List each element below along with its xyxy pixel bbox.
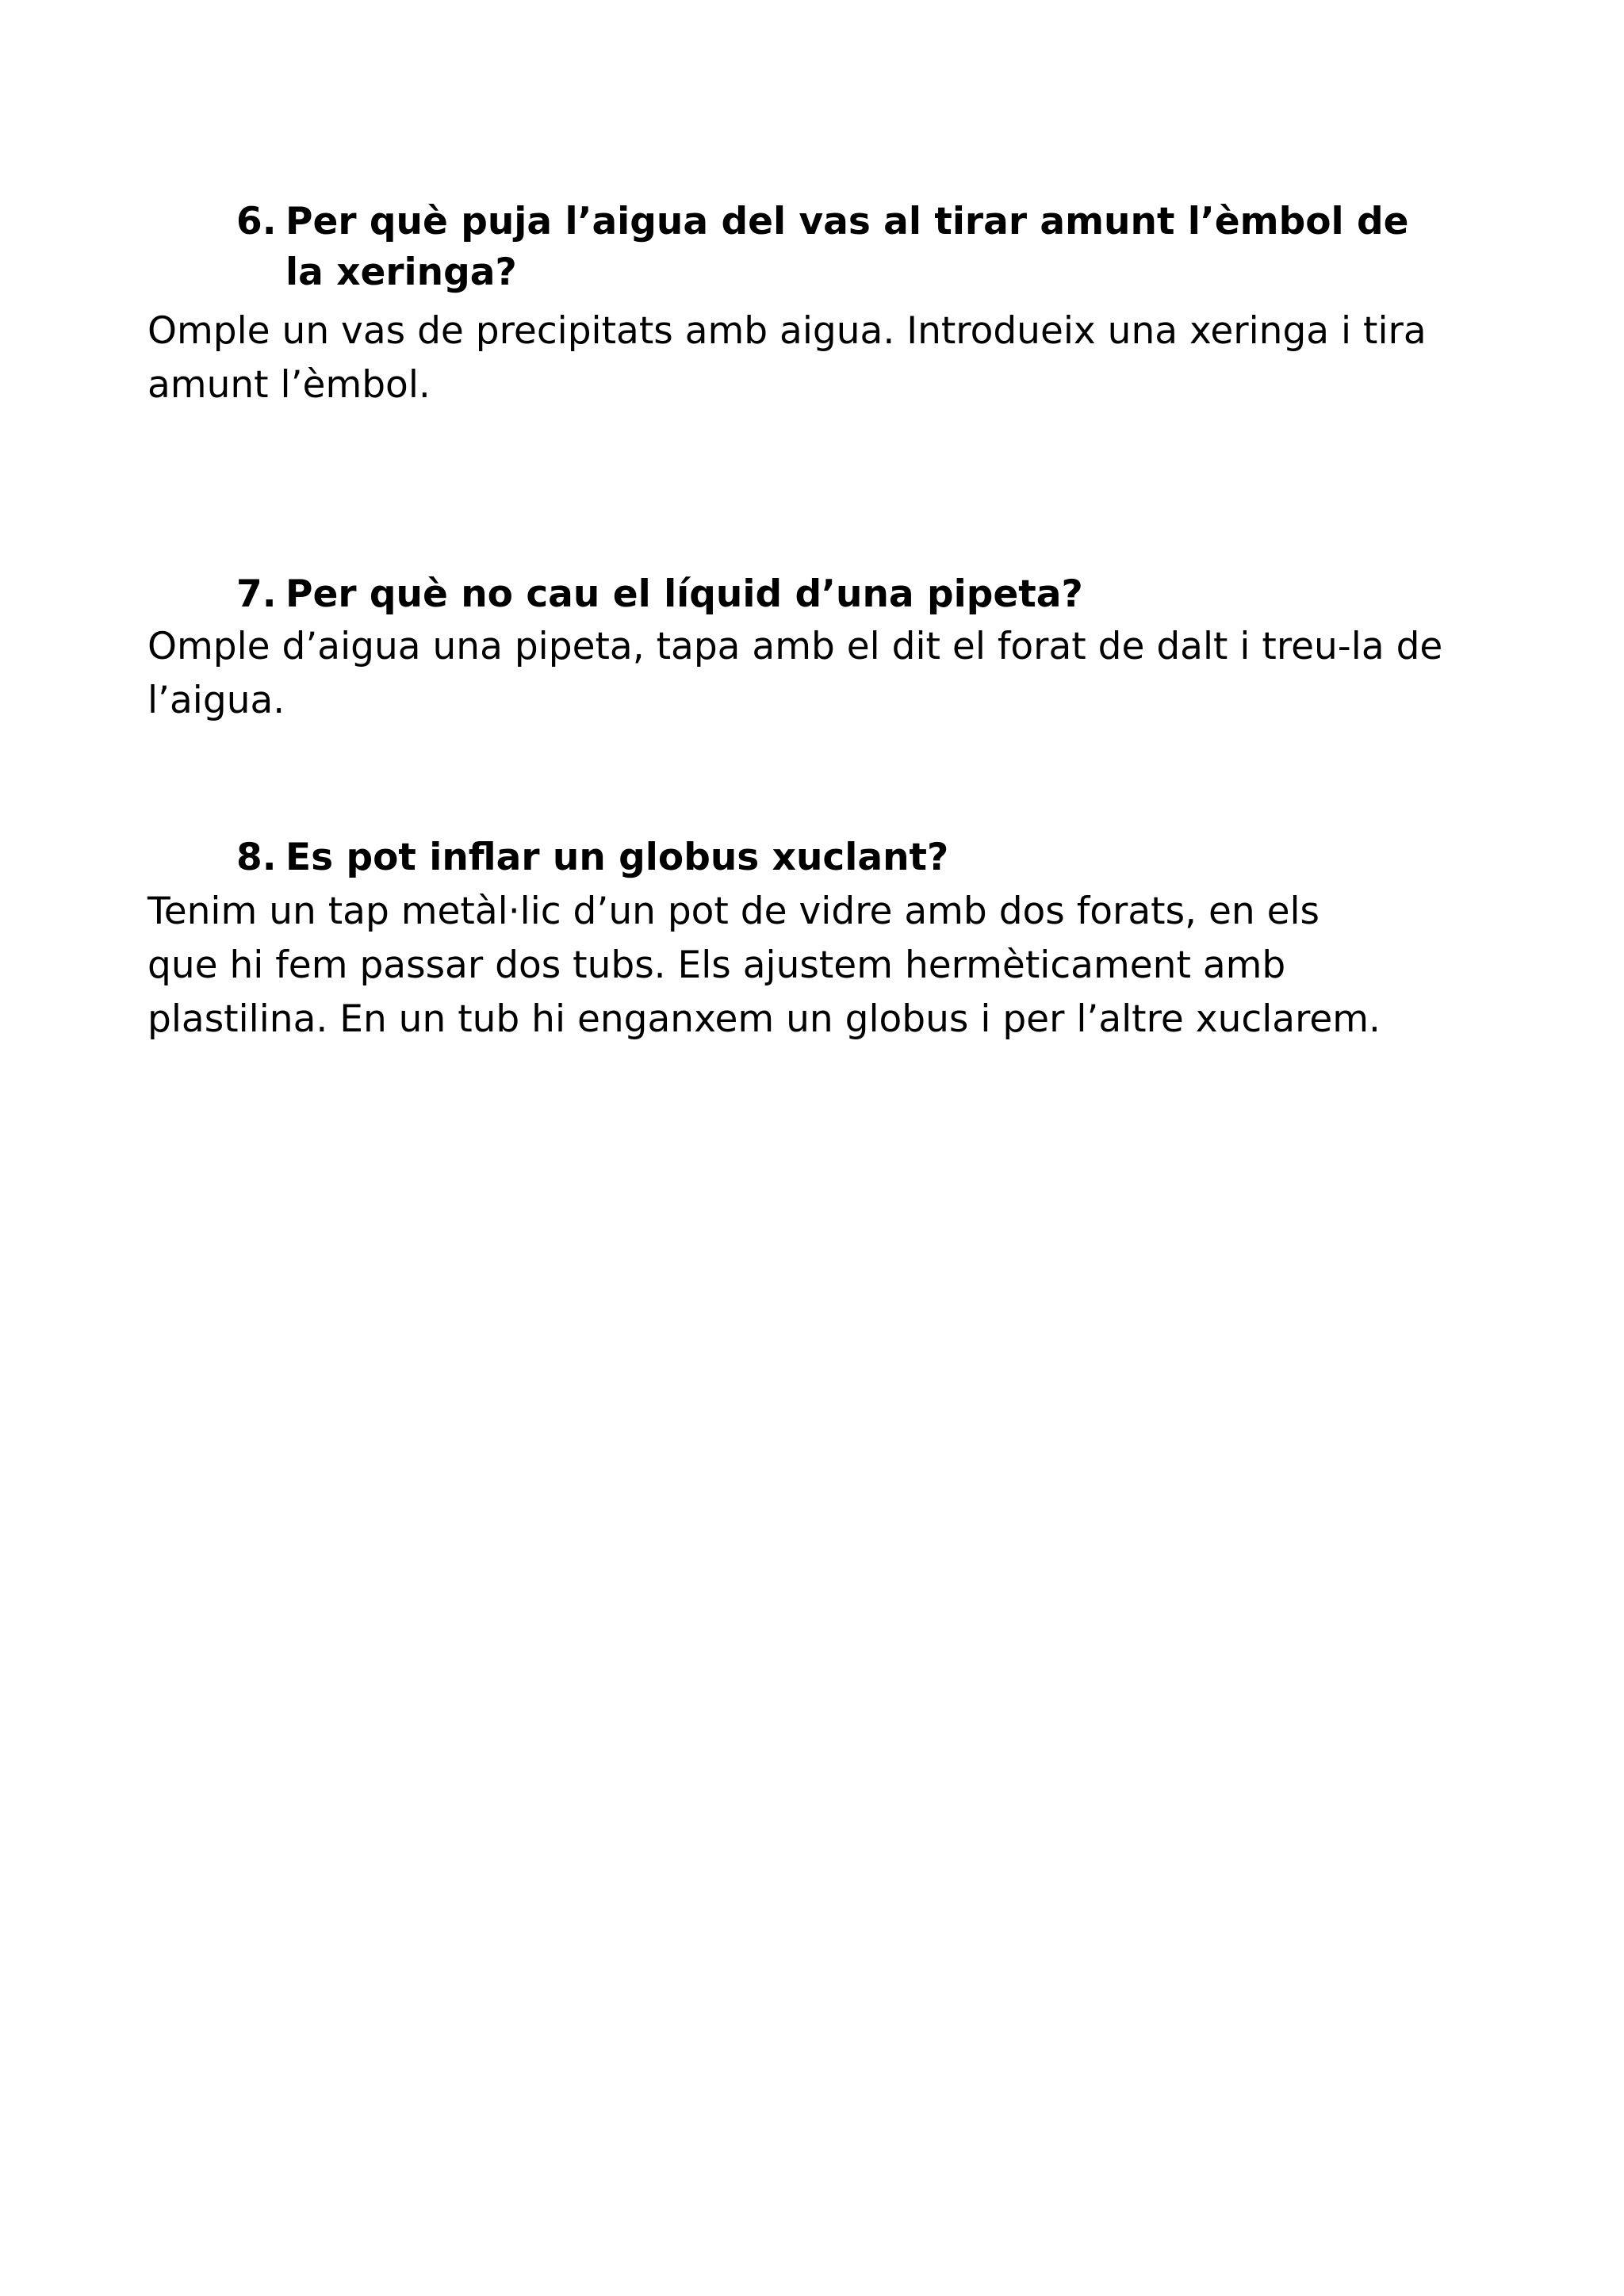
question-number: 8. [236,836,277,879]
question-title [236,197,1419,298]
question-title [236,832,1475,883]
question-title-text: Es pot inflar un globus xuclant? [285,836,949,879]
question-title-text: Per què no cau el líquid d’una pipeta? [285,572,1083,616]
question-instructions: Omple un vas de precipitats amb aigua. Introdueix una xeringa i tira amunt l’èmbol. [147,309,1427,407]
question-8 [0,832,1624,1047]
question-7 [0,569,1624,728]
question-title [236,569,1475,620]
question-number: 6. [236,200,277,243]
question-instructions: Tenim un tap metàl·lic d’un pot de vidre amb dos forats, en els que hi fem passar dos tubs. Els ajustem hermèticament amb plastilina. En un tub hi enganxem un globus i per l’altre xuclarem. [147,890,1381,1041]
question-instructions: Omple d’aigua una pipeta, tapa amb el dit el forat de dalt i treu-la de l’aigua. [147,625,1443,722]
question-title-text: Per què puja l’aigua del vas al tirar amunt l’èmbol de la xeringa? [285,200,1409,294]
question-6 [0,197,1624,412]
question-number: 7. [236,572,277,616]
